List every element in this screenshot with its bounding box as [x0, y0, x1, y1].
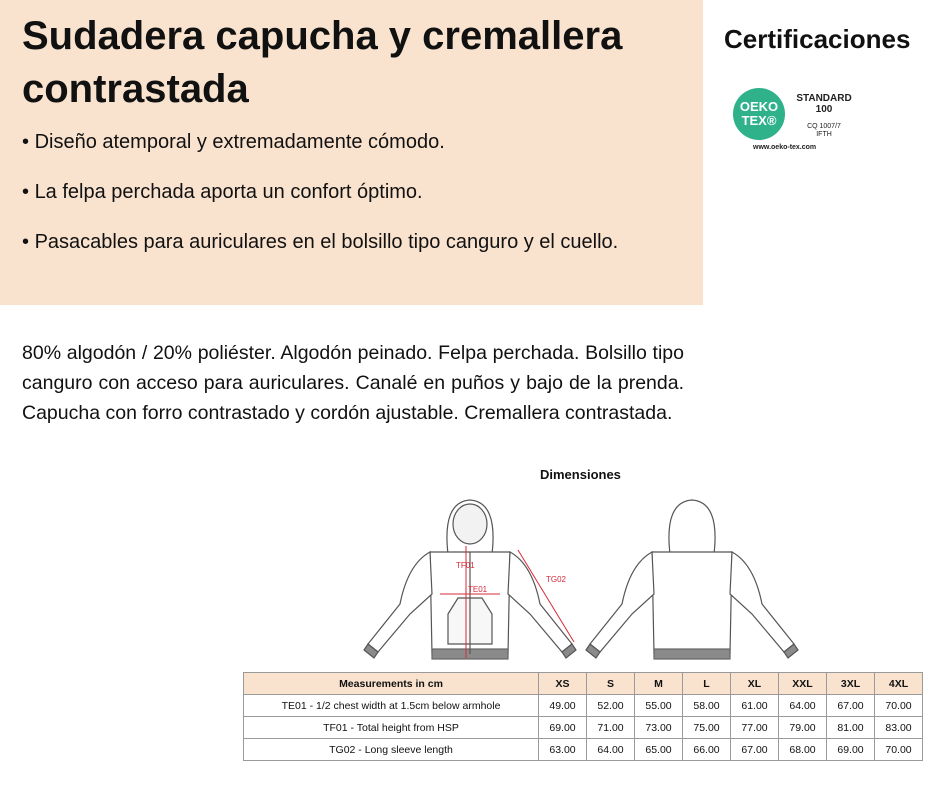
column-header: XL	[731, 673, 779, 695]
column-header: L	[683, 673, 731, 695]
oeko-tex-url: www.oeko-tex.com	[753, 144, 817, 151]
table-cell: 61.00	[731, 695, 779, 717]
tg02-label: TG02	[546, 575, 567, 584]
table-cell: 67.00	[731, 739, 779, 761]
table-cell: 79.00	[779, 717, 827, 739]
hoodie-back-icon	[586, 500, 798, 659]
table-cell: 70.00	[875, 739, 923, 761]
column-header: Measurements in cm	[244, 673, 539, 695]
oeko-tex-badge-icon	[733, 88, 785, 140]
product-description: 80% algodón / 20% poliéster. Algodón peinado. Felpa perchada. Bolsillo tipo canguro con acceso para auriculares. Canalé en puños y bajo de la prenda. Capucha con forro contrastado y cordón ajustable. Cremallera contrastada.	[22, 342, 684, 424]
feature-list	[22, 130, 618, 280]
table-cell: 64.00	[587, 739, 635, 761]
column-header: S	[587, 673, 635, 695]
table-row	[244, 695, 923, 717]
column-header: XS	[539, 673, 587, 695]
table-cell: 83.00	[875, 717, 923, 739]
table-cell: 71.00	[587, 717, 635, 739]
oeko-label: OEKO	[739, 99, 779, 114]
column-header: M	[635, 673, 683, 695]
table-cell: 81.00	[827, 717, 875, 739]
table-cell: 75.00	[683, 717, 731, 739]
column-header: XXL	[779, 673, 827, 695]
feature-item: • La felpa perchada aporta un confort óptimo.	[22, 180, 618, 204]
oeko-tex-logo	[733, 86, 863, 156]
table-header-row	[244, 673, 923, 695]
table-cell: 73.00	[635, 717, 683, 739]
table-cell: 69.00	[827, 739, 875, 761]
table-row	[244, 717, 923, 739]
certifications-title: Certificaciones	[724, 24, 911, 54]
column-header: 4XL	[875, 673, 923, 695]
product-title: Sudadera capucha y cremallera contrastada	[22, 14, 623, 111]
hoodie-front-icon	[364, 500, 576, 659]
table-cell: 66.00	[683, 739, 731, 761]
header-panel	[0, 0, 703, 305]
table-cell: 52.00	[587, 695, 635, 717]
table-cell: 69.00	[539, 717, 587, 739]
table-cell: 55.00	[635, 695, 683, 717]
table-cell: 65.00	[635, 739, 683, 761]
tex-label: TEX®	[741, 113, 777, 128]
table-row	[244, 739, 923, 761]
certificate-number: CQ 1007/7 IFTH	[807, 123, 841, 138]
table-cell: 64.00	[779, 695, 827, 717]
hoodie-diagram	[360, 494, 800, 669]
table-cell: 68.00	[779, 739, 827, 761]
table-cell: 67.00	[827, 695, 875, 717]
feature-item: • Pasacables para auriculares en el bolsillo tipo canguro y el cuello.	[22, 230, 618, 254]
table-cell: TG02 - Long sleeve length	[244, 739, 539, 761]
te01-label: TE01	[468, 585, 488, 594]
table-cell: TF01 - Total height from HSP	[244, 717, 539, 739]
feature-item: • Diseño atemporal y extremadamente cómodo.	[22, 130, 618, 154]
table-cell: 58.00	[683, 695, 731, 717]
tf01-label: TF01	[456, 561, 475, 570]
table-cell: 77.00	[731, 717, 779, 739]
standard-label: STANDARD 100	[796, 93, 852, 115]
measurements-table	[243, 672, 923, 761]
table-cell: 63.00	[539, 739, 587, 761]
dimensions-title: Dimensiones	[540, 467, 621, 482]
table-cell: TE01 - 1/2 chest width at 1.5cm below armhole	[244, 695, 539, 717]
table-cell: 49.00	[539, 695, 587, 717]
table-cell: 70.00	[875, 695, 923, 717]
column-header: 3XL	[827, 673, 875, 695]
